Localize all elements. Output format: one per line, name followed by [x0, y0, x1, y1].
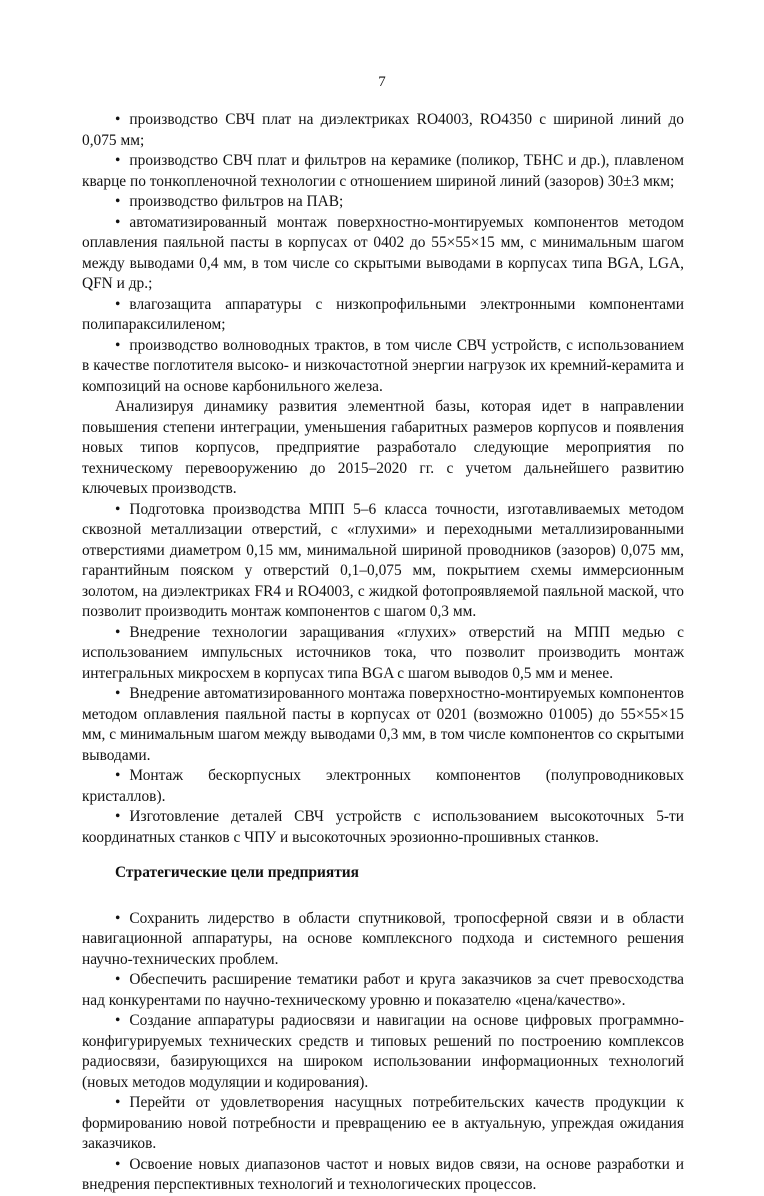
bullet-icon: •	[115, 1155, 121, 1173]
bullet-icon: •	[115, 808, 121, 825]
list-item: • автоматизированный монтаж поверхностно-монтируемых компонентов методом оплавления паяльной пасты в корпусах от 0402 до 55×55×15 мм, с минимальным шагом между выводами 0,4 мм, в том числе со скрытыми выводами в корпусах типа BGA, LGA, QFN и др.;	[82, 213, 684, 292]
bullet-icon: •	[115, 1094, 121, 1111]
bullet-icon: •	[115, 111, 121, 128]
list-item: • Монтаж бескорпусных электронных компонентов (полупроводниковых кристаллов).	[82, 767, 684, 805]
bullet-icon: •	[115, 623, 121, 641]
page-number: 7	[378, 74, 386, 90]
bullet-icon: •	[115, 213, 121, 231]
list-item: • Освоение новых диапазонов частот и новых видов связи, на основе разработки и внедрения перспективных технологий и технологических процессов.	[82, 1155, 684, 1193]
bullet-icon: •	[115, 500, 121, 518]
list-item: • влагозащита аппаратуры с низкопрофильными электронными компонентами полипараксилиленом;	[82, 295, 684, 333]
list-item: • Сохранить лидерство в области спутниковой, тропосферной связи и в области навигационной аппаратуры, на основе комплексного подхода и системного решения научно-технических проблем.	[82, 909, 684, 968]
list-item: • производство фильтров на ПАВ;	[115, 193, 344, 210]
list-item: • Обеспечить расширение тематики работ и круга заказчиков за счет превосходства над конкурентами по научно-техническому уровню и показателю «цена/качество».	[82, 971, 684, 1009]
analysis-paragraph: Анализируя динамику развития элементной базы, которая идет в направлении повышения степени интеграции, уменьшения габаритных размеров корпусов и появления новых типов корпусов, предприятие разработало следующие мероприятия по техническому перевооружению до 2015–2020 гг. с учетом дальнейшего развитию ключевых производств.	[82, 398, 684, 497]
bullet-icon: •	[115, 971, 121, 988]
list-item: • Создание аппаратуры радиосвязи и навигации на основе цифровых программно-конфигурируемых технических средств и типовых решений по построению комплексов радиосвязи, базирующихся на широком использовании информационных технологий (новых методов модуляции и кодирования).	[82, 1012, 684, 1091]
production-capabilities-list	[82, 110, 684, 397]
page-body	[82, 110, 684, 1196]
list-item: • Внедрение технологии заращивания «глухих» отверстий на МПП медью с использованием импульсных источников тока, что позволит производить монтаж интегральных микросхем в корпусах типа BGA с шагом выводов 0,5 мм и менее.	[82, 623, 684, 682]
bullet-icon: •	[115, 193, 121, 210]
list-item: • Внедрение автоматизированного монтажа поверхностно-монтируемых компонентов методом оплавления паяльной пасты в корпусах от 0201 (возможно 01005) до 55×55×15 мм, с минимальным шагом между выводами 0,3 мм, в том числе компонентов со скрытыми выводами.	[82, 685, 684, 764]
modernization-list	[82, 500, 684, 849]
bullet-icon: •	[115, 909, 121, 927]
bullet-icon: •	[115, 685, 121, 702]
list-item: • Изготовление деталей СВЧ устройств с использованием высокоточных 5-ти координатных станков с ЧПУ и высокоточных эрозионно-прошивных станков.	[82, 808, 684, 846]
list-item: • Подготовка производства МПП 5–6 класса точности, изготавливаемых методом сквозной металлизации отверстий, с «глухими» и переходными металлизированными отверстиями диаметром 0,15 мм, минимальной шириной проводников (зазоров) 0,075 мм, гарантийным пояском у отверстий 0,1–0,075 мм, покрытием схемы иммерсионным золотом, на диэлектриках FR4 и RO4003, с жидкой фотопроявляемой паяльной маской, что позволит производить монтаж компонентов с шагом 0,3 мм.	[82, 500, 684, 620]
bullet-icon: •	[115, 152, 121, 169]
section-heading: Стратегические цели предприятия	[115, 864, 359, 881]
list-item: • производство СВЧ плат и фильтров на керамике (поликор, ТБНС и др.), плавленом кварце по тонкопленочной технологии с отношением шириной линий (зазоров) 30±3 мкм;	[82, 152, 684, 190]
list-item: • производство волноводных трактов, в том числе СВЧ устройств, с использованием в качестве поглотителя высоко- и низкочастотной энергии нагрузок их кремний-керамита и композиций на основе карбонильного железа.	[82, 336, 684, 395]
list-item: • Перейти от удовлетворения насущных потребительских качеств продукции к формированию новой потребности и превращению ее в актуальную, упреждая ожидания заказчиков.	[82, 1094, 684, 1152]
bullet-icon: •	[115, 336, 121, 354]
bullet-icon: •	[115, 1012, 121, 1029]
bullet-icon: •	[115, 295, 121, 313]
list-item: • производство СВЧ плат на диэлектриках RO4003, RO4350 с шириной линий до 0,075 мм;	[82, 111, 684, 149]
bullet-icon: •	[115, 767, 121, 784]
strategic-goals-list	[82, 909, 684, 1196]
